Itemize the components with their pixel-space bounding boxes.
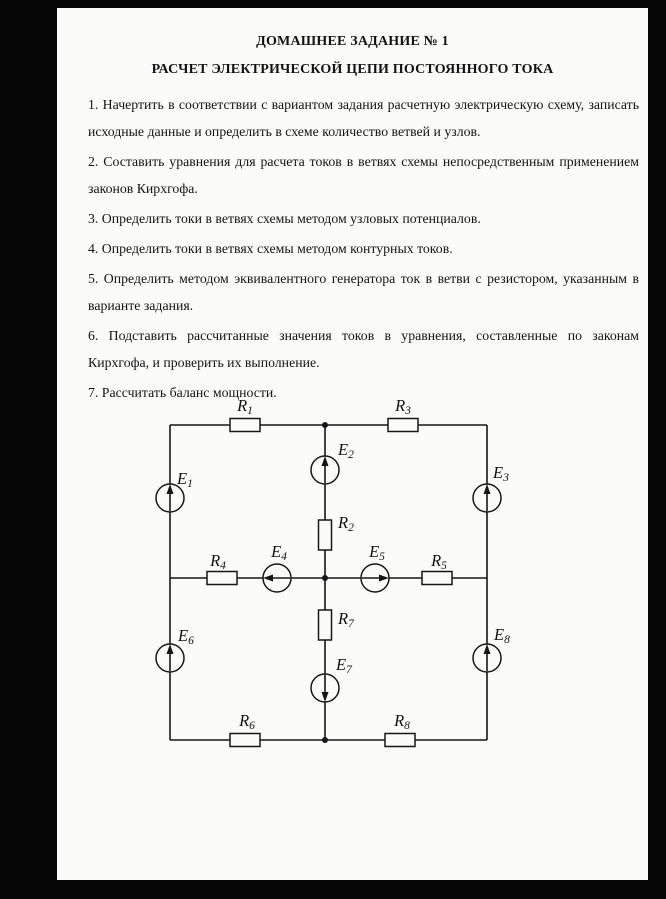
label-r7: R7 [338,609,354,630]
label-e8: E8 [494,625,510,646]
resistor-r8 [385,734,415,747]
resistor-r6 [230,734,260,747]
label-e2: E2 [338,440,354,461]
resistor-r7 [319,610,332,640]
task-item-6: 6. Подставить рассчитанные значения токов в уравнения, составленные по законам Кирхгофа, и проверить их выполнение. [88,328,639,370]
source-e1 [156,484,184,512]
document-page [57,8,648,880]
label-e4: E4 [271,542,287,563]
label-e5: E5 [369,542,385,563]
label-r6: R6 [239,711,255,732]
source-e7 [311,674,339,702]
document-title: ДОМАШНЕЕ ЗАДАНИЕ № 1 [256,34,449,49]
label-r2: R2 [338,513,354,534]
node-center [322,575,328,581]
label-r4: R4 [210,551,226,572]
task-item-7: 7. Рассчитать баланс мощности. [88,385,277,400]
source-e4 [263,564,291,592]
document-subtitle: РАСЧЕТ ЭЛЕКТРИЧЕСКОЙ ЦЕПИ ПОСТОЯННОГО ТОКА [151,62,554,77]
label-e3: E3 [493,463,509,484]
source-e5 [361,564,389,592]
label-e6: E6 [178,626,194,647]
label-r8: R8 [394,711,410,732]
resistor-r2 [319,520,332,550]
source-e2 [311,456,339,484]
label-r5: R5 [431,551,447,572]
task-item-4: 4. Определить токи в ветвях схемы методом контурных токов. [88,241,453,256]
resistor-r4 [207,572,237,585]
label-r3: R3 [395,396,411,417]
resistor-r5 [422,572,452,585]
source-e6 [156,644,184,672]
source-e3 [473,484,501,512]
circuit-diagram [57,395,648,775]
node-bottom [322,737,328,743]
source-e8 [473,644,501,672]
task-item-3: 3. Определить токи в ветвях схемы методом узловых потенциалов. [88,211,481,226]
circuit-labels [176,396,510,732]
label-e7: E7 [336,655,352,676]
resistor-r1 [230,419,260,432]
task-item-1: 1. Начертить в соответствии с вариантом задания расчетную электрическую схему, записать исходные данные и определить в схеме количество ветвей и узлов. [88,97,639,139]
task-item-2: 2. Составить уравнения для расчета токов в ветвях схемы непосредственным применением законов Кирхгофа. [88,154,639,196]
resistor-r3 [388,419,418,432]
task-list [88,91,639,406]
label-r1: R1 [237,396,253,417]
node-top [322,422,328,428]
task-item-5: 5. Определить методом эквивалентного генератора ток в ветви с резистором, указанным в варианте задания. [88,271,639,313]
label-e1: E1 [177,469,193,490]
